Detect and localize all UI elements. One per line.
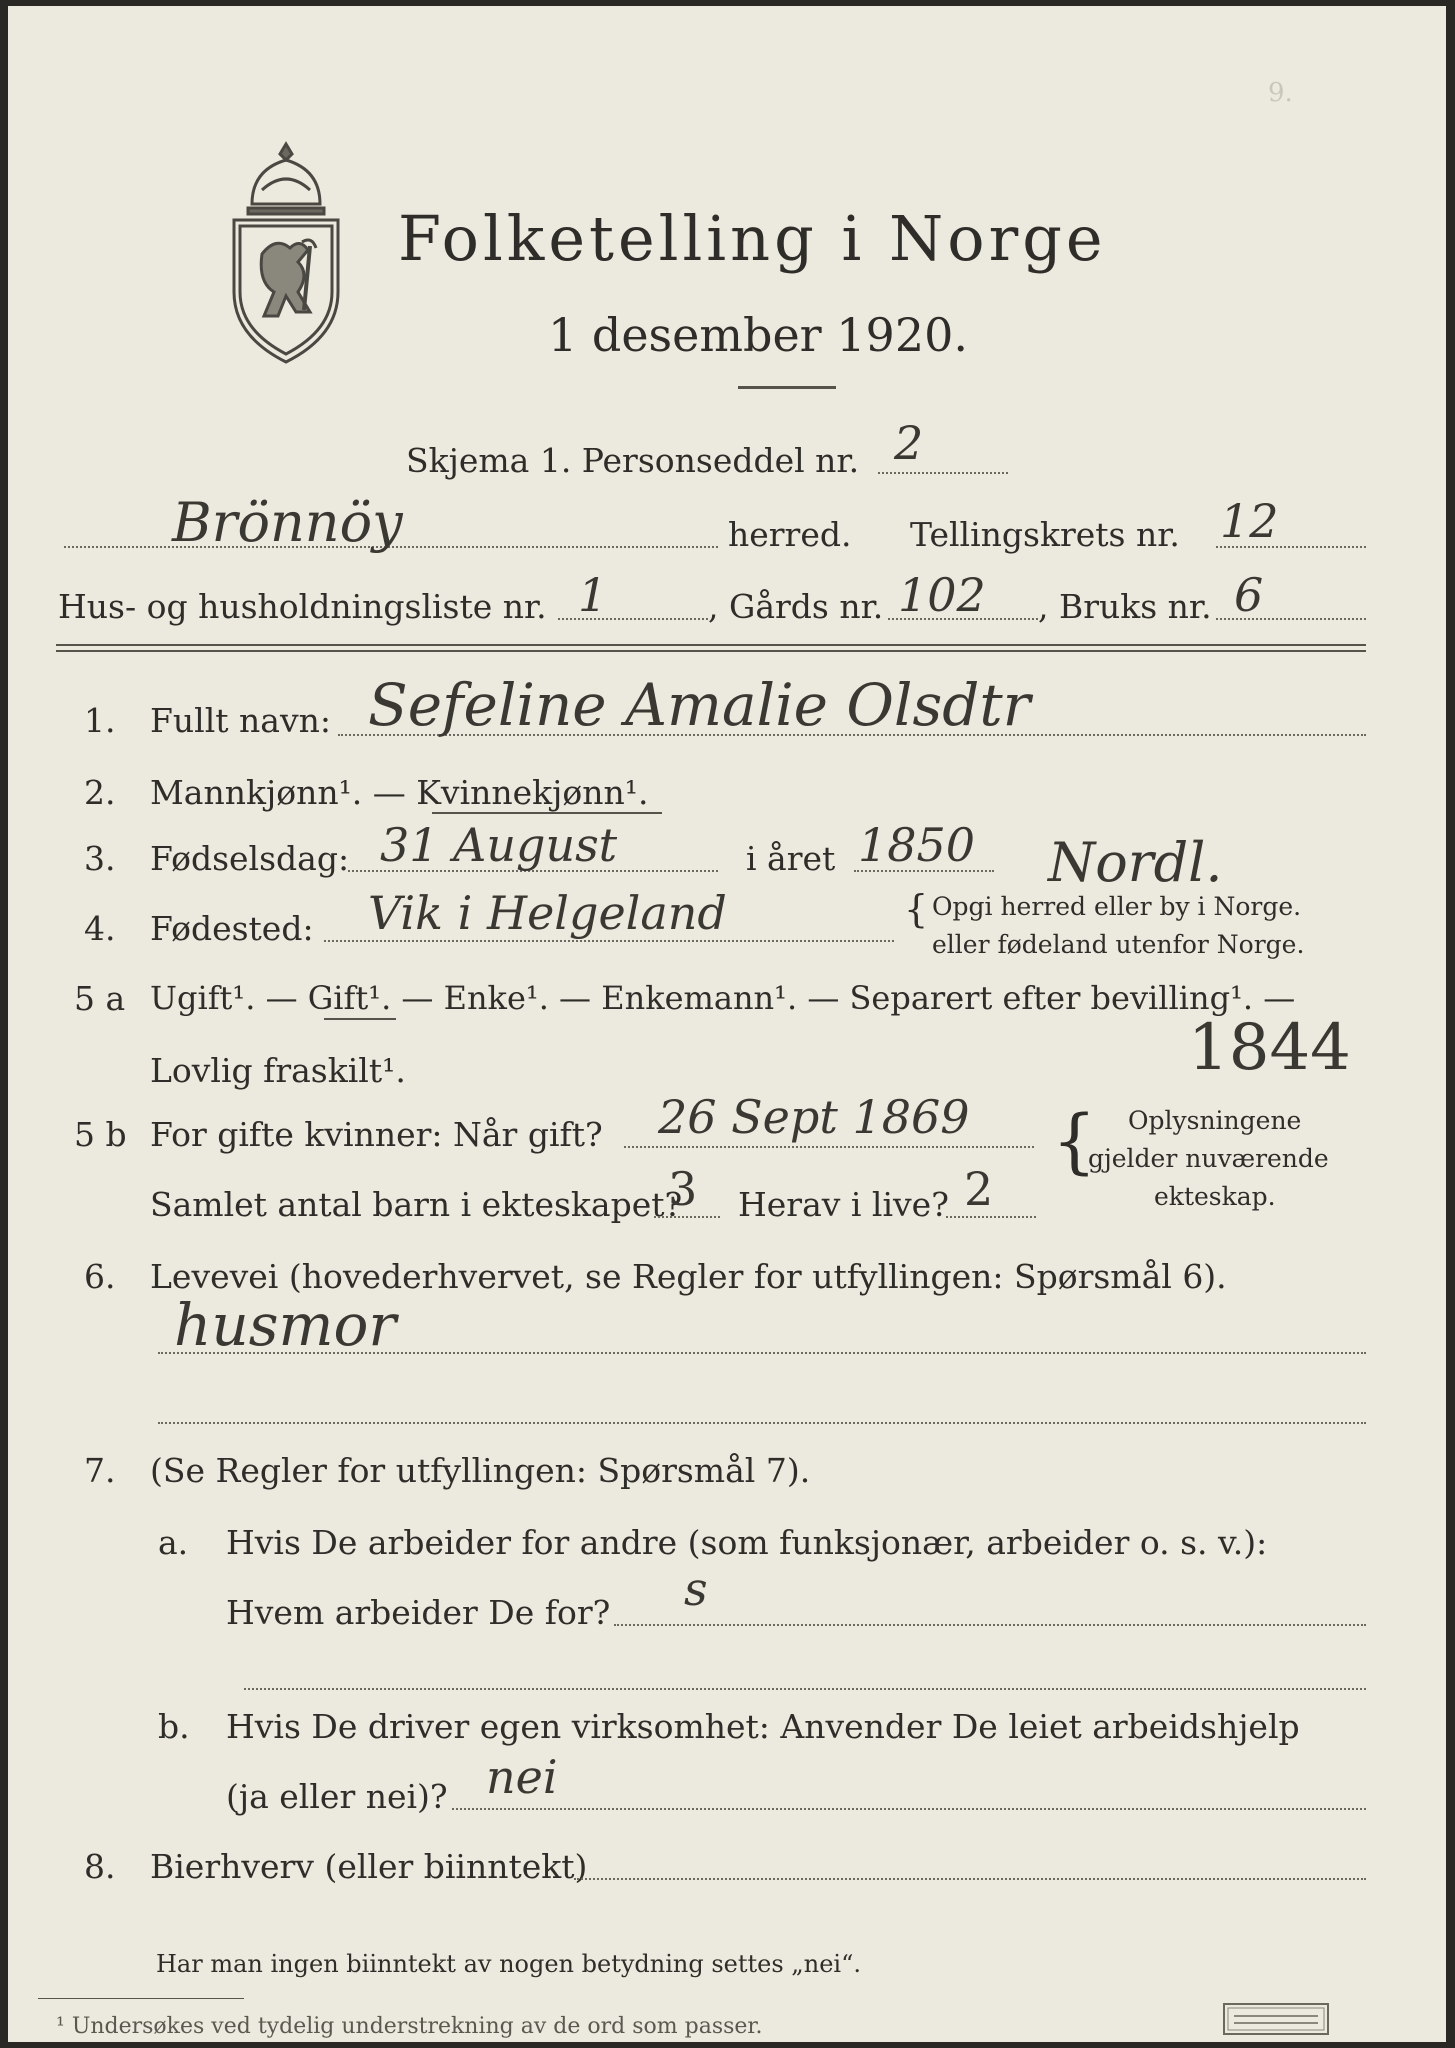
q5a-number: 5 a: [74, 979, 126, 1018]
schema-dotline: [878, 472, 1008, 474]
q3-number: 3.: [84, 839, 116, 878]
q7a-dotline-1: [614, 1624, 1366, 1626]
employer-value: s: [684, 1562, 708, 1616]
footer-note: Har man ingen biinntekt av nogen betydning settes „nei“.: [156, 1950, 861, 1978]
printer-stamp-icon: [1222, 2002, 1330, 2036]
q7a-dotline-2: [244, 1688, 1366, 1690]
children-alive-value: 2: [964, 1162, 994, 1216]
schema-label: Skjema 1. Personseddel nr.: [406, 441, 860, 480]
q5a-line2: Lovlig fraskilt¹.: [150, 1051, 406, 1090]
q8-label: Bierhverv (eller biinntekt): [150, 1847, 588, 1886]
q7b-dotline: [452, 1808, 1366, 1810]
marriage-year-note: 1844: [1188, 1011, 1351, 1085]
q4-dotline: [324, 940, 894, 942]
q5b-note-line1: Oplysningene: [1128, 1106, 1302, 1135]
q6-label: Levevei (hovederhvervet, se Regler for utfyllingen: Spørsmål 6).: [150, 1257, 1227, 1296]
q7a-line1: Hvis De arbeider for andre (som funksjonær, arbeider o. s. v.):: [226, 1523, 1268, 1562]
q2-number: 2.: [84, 773, 116, 812]
q8-dotline: [574, 1878, 1366, 1880]
q3-label: Fødselsdag:: [150, 839, 350, 878]
hus-value: 1: [578, 568, 608, 622]
q4-hint-line1: Opgi herred eller by i Norge.: [932, 892, 1302, 921]
q8-number: 8.: [84, 1847, 116, 1886]
full-name-value: Sefeline Amalie Olsdtr: [368, 671, 1031, 739]
q5b-note-line2: gjelder nuværende: [1088, 1144, 1329, 1173]
children-count-value: 3: [668, 1162, 698, 1216]
q5a-underline-gift: [324, 1018, 396, 1020]
q1-label: Fullt navn:: [150, 701, 331, 740]
section-divider-bottom: [56, 650, 1366, 652]
q7-label: (Se Regler for utfyllingen: Spørsmål 7).: [150, 1451, 811, 1490]
q7b-line1: Hvis De driver egen virksomhet: Anvender De leiet arbeidshjelp: [226, 1707, 1300, 1746]
footnote-text: ¹ Undersøkes ved tydelig understrekning av de ord som passer.: [56, 2014, 763, 2039]
q7b-letter: b.: [158, 1707, 190, 1746]
q2-underline-kvinnekjonn: [432, 812, 662, 814]
q5b-label: For gifte kvinner: Når gift?: [150, 1115, 603, 1154]
tellingskrets-label: Tellingskrets nr.: [910, 515, 1180, 554]
census-date: 1 desember 1920.: [548, 308, 968, 362]
q5b-children-label: Samlet antal barn i ekteskapet?: [150, 1185, 683, 1224]
herred-value: Brönnöy: [172, 491, 403, 554]
q4-number: 4.: [84, 909, 116, 948]
gards-label: , Gårds nr.: [708, 587, 884, 626]
birth-year-value: 1850: [858, 818, 976, 872]
norway-coat-of-arms-icon: [222, 134, 350, 366]
q1-number: 1.: [84, 701, 116, 740]
q7b-line2: (ja eller nei)?: [226, 1777, 448, 1816]
q6-number: 6.: [84, 1257, 116, 1296]
hus-label: Hus- og husholdningsliste nr.: [58, 587, 547, 626]
bruks-label: , Bruks nr.: [1038, 587, 1212, 626]
q7a-line2: Hvem arbeider De for?: [226, 1593, 611, 1632]
bruks-value: 6: [1234, 568, 1264, 622]
q5b-brace: {: [1052, 1100, 1097, 1182]
birthplace-value: Vik i Helgeland: [368, 886, 727, 940]
bleed-through-text: 9.: [1268, 78, 1293, 108]
tellingskrets-value: 12: [1220, 494, 1279, 548]
q5b-note-line3: ekteskap.: [1154, 1182, 1276, 1211]
personseddel-number: 2: [894, 416, 924, 470]
q4-brace: {: [904, 887, 929, 931]
footnote-divider: [38, 1998, 244, 1999]
q7a-letter: a.: [158, 1523, 189, 1562]
gards-value: 102: [898, 568, 986, 622]
birth-day-value: 31 August: [380, 818, 618, 872]
q2-label: Mannkjønn¹. — Kvinnekjønn¹.: [150, 773, 649, 812]
q5b-number: 5 b: [74, 1115, 127, 1154]
q5b-dotline: [624, 1146, 1034, 1148]
title-divider: [738, 386, 836, 389]
form-title: Folketelling i Norge: [398, 202, 1107, 275]
q7-number: 7.: [84, 1451, 116, 1490]
q6-dotline-2: [158, 1422, 1366, 1424]
q5b-alive-label: Herav i live?: [738, 1185, 949, 1224]
herred-label: herred.: [728, 515, 852, 554]
census-form: [8, 6, 1446, 2042]
occupation-value: husmor: [174, 1291, 397, 1359]
birth-region-note: Nordl.: [1048, 831, 1223, 894]
q3-year-label: i året: [746, 839, 836, 878]
q4-label: Fødested:: [150, 909, 314, 948]
section-divider-top: [56, 644, 1366, 646]
q4-hint-line2: eller fødeland utenfor Norge.: [932, 930, 1305, 959]
marriage-date-value: 26 Sept 1869: [658, 1090, 970, 1144]
q5b-alive-dotline: [946, 1216, 1036, 1218]
q5b-children-dotline: [654, 1216, 720, 1218]
hired-help-value: nei: [486, 1750, 558, 1804]
q5a-line1: Ugift¹. — Gift¹. — Enke¹. — Enkemann¹. — Separert efter bevilling¹. —: [150, 979, 1296, 1017]
